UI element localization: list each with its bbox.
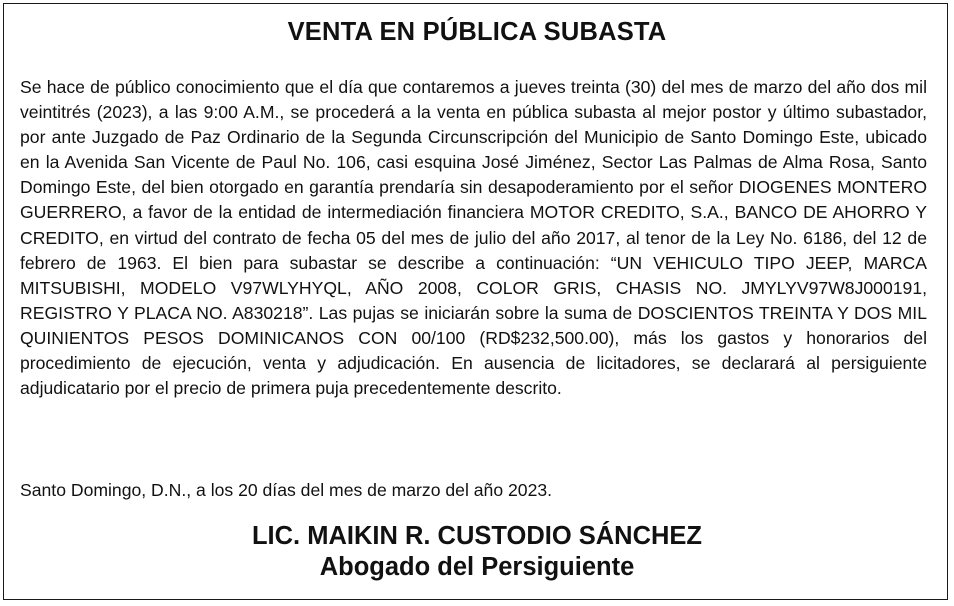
notice-date-line: Santo Domingo, D.N., a los 20 días del mes de marzo del año 2023. [20, 480, 553, 500]
signer-role: Abogado del Persiguiente [319, 553, 635, 581]
signer-name: LIC. MAIKIN R. CUSTODIO SÁNCHEZ [251, 522, 703, 550]
notice-body: Se hace de público conocimiento que el día que contaremos a jueves treinta (30) del mes de marzo del año dos mil veintitrés (2023), a las 9:00 A.M., se procederá a la venta en pública subasta al mejor postor y último subastador, por ante Juzgado de Paz Ordinario de la Segunda Circunscripción del Municipio de Santo Domingo Este, ubicado en la Avenida San Vicente de Paul No. 106, casi esquina José Jiménez, Sector Las Palmas de Alma Rosa, Santo Domingo Este, del bien otorgado en garantía prendaría sin desapoderamiento por el señor DIOGENES MONTERO GUERRERO, a favor de la entidad de intermediación financiera MOTOR CREDITO, S.A., BANCO DE AHORRO Y CREDITO, en virtud del contrato de fecha 05 del mes de julio del año 2017, al tenor de la Ley No. 6186, del 12 de febrero de 1963. El bien para subastar se describe a continuación: “UN VEHICULO TIPO JEEP, MARCA MITSUBISHI, MODELO V97WLYHYQL, AÑO 2008, COLOR GRIS, CHASIS NO. JMYLYV97W8J000191, REGISTRO Y PLACA NO. A830218”. Las pujas se iniciarán sobre la suma de DOSCIENTOS TREINTA Y DOS MIL QUINIENTOS PESOS DOMINICANOS CON 00/100 (RD$232,500.00), más los gastos y honorarios del procedimiento de ejecución, venta y adjudicación. En ausencia de licitadores, se declarará al persiguiente adjudicatario por el precio de primera puja precedentemente descrito. [20, 77, 927, 399]
notice-title: VENTA EN PÚBLICA SUBASTA [287, 18, 667, 46]
